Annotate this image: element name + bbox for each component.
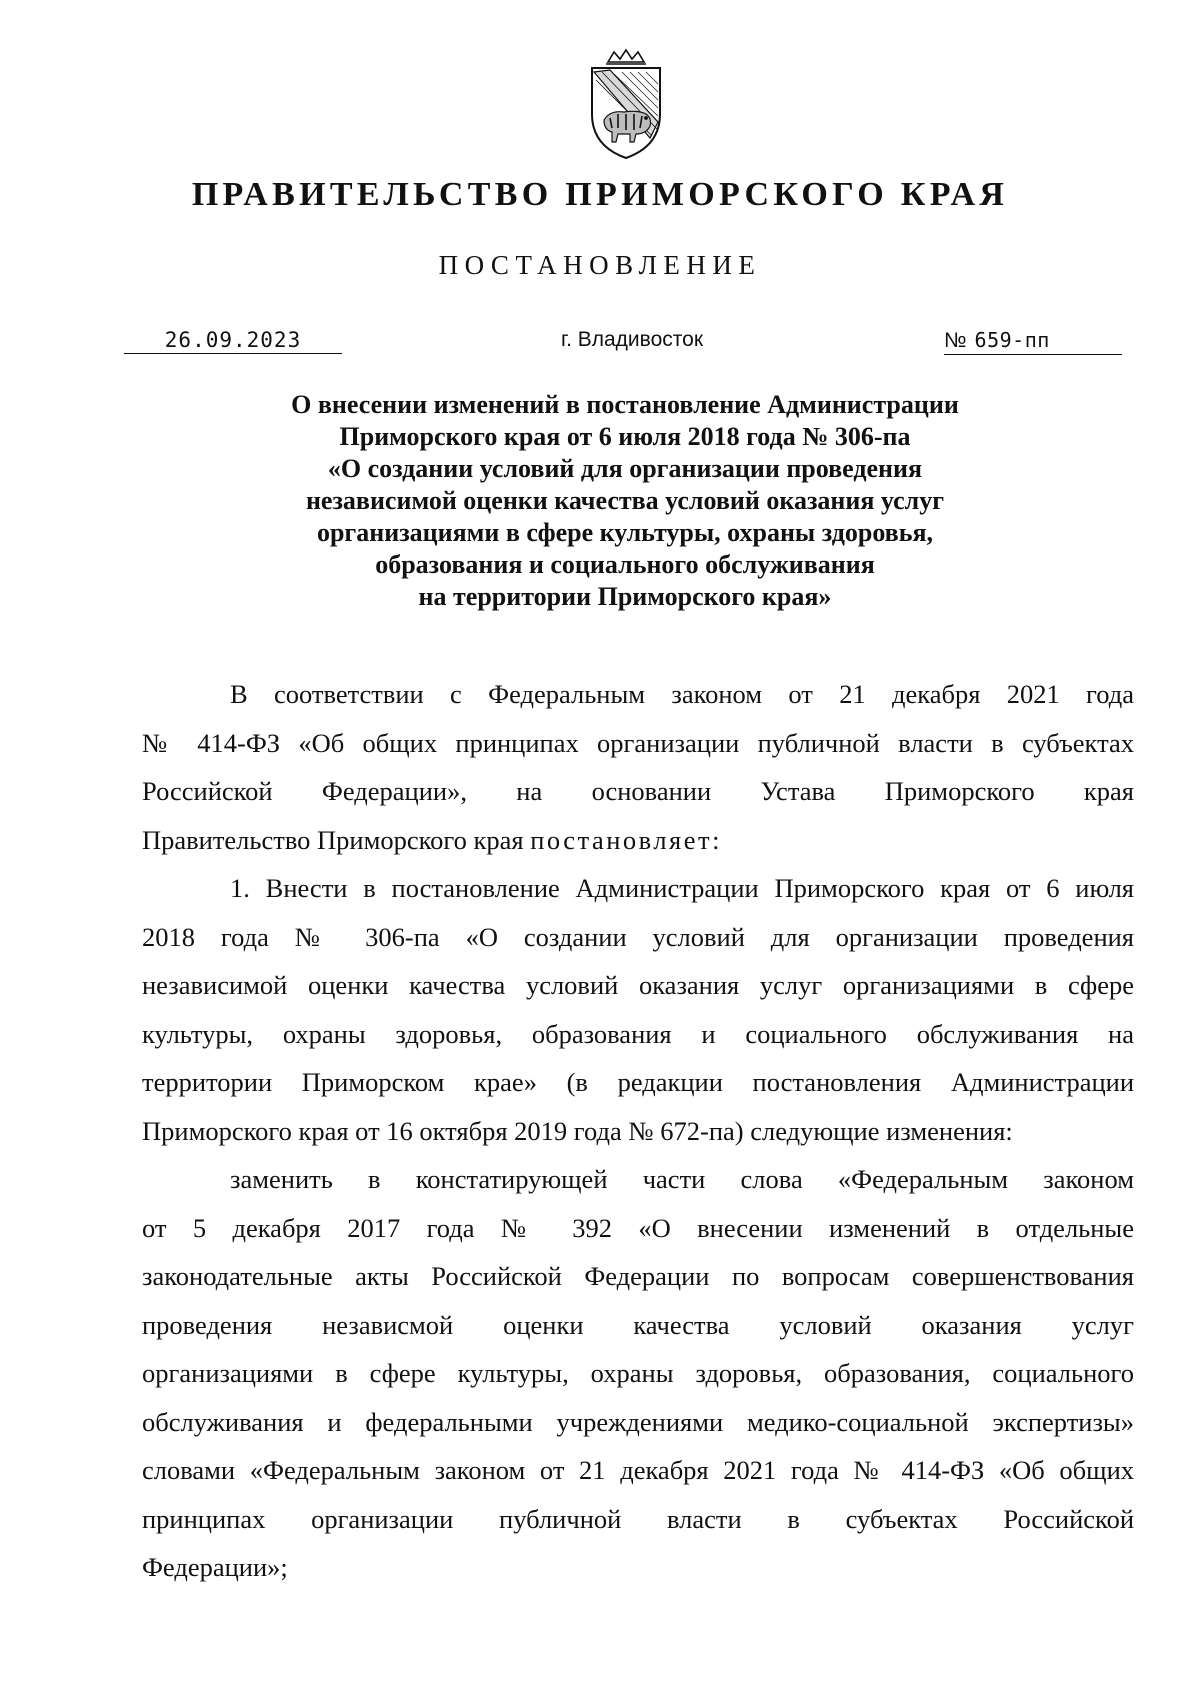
document-number	[944, 327, 1122, 355]
body-line-text: Правительство Приморского края	[142, 824, 531, 855]
number-sign: №	[944, 329, 967, 352]
body-line: независимой оценки качества условий оказания услуг организациями в сфере	[142, 970, 1134, 1000]
body-line: законодательные акты Российской Федерации по вопросам совершенствования	[142, 1261, 1134, 1291]
document-body	[142, 670, 1134, 1592]
body-line: 1. Внести в постановление Администрации Приморского края от 6 июля	[230, 873, 1134, 903]
subject-line: Приморского края от 6 июля 2018 года № 306-па	[339, 422, 911, 451]
document-city: г. Владивосток	[560, 328, 704, 351]
subject-line: на территории Приморского края»	[418, 582, 832, 611]
body-line: заменить в констатирующей части слова «Федеральным законом	[230, 1164, 1134, 1194]
body-line: Федерации»;	[142, 1552, 288, 1582]
body-line: организациями в сфере культуры, охраны здоровья, образования, социального	[142, 1358, 1134, 1388]
document-subject	[220, 389, 1030, 613]
subject-line: «О создании условий для организации проведения	[327, 454, 923, 483]
number-value: 659-пп	[974, 328, 1050, 352]
subject-line: О внесении изменений в постановление Администрации	[291, 390, 959, 419]
government-name: ПРАВИТЕЛЬСТВО ПРИМОРСКОГО КРАЯ	[191, 176, 1009, 213]
document-date: 26.09.2023	[124, 327, 342, 354]
body-line: от 5 декабря 2017 года № 392 «О внесении изменений в отдельные	[142, 1212, 1134, 1243]
body-line: проведения независмой оценки качества условий оказания услуг	[142, 1309, 1134, 1340]
coat-of-arms-icon	[580, 48, 672, 164]
body-line: № 414-ФЗ «Об общих принципах организации публичной власти в субъектах	[142, 727, 1134, 758]
body-line: принципах организации публичной власти в субъектах Российской	[142, 1503, 1134, 1534]
document-type: ПОСТАНОВЛЕНИЕ	[438, 250, 762, 280]
subject-line: образования и социального обслуживания	[375, 550, 875, 579]
body-line: В соответствии с Федеральным законом от 21 декабря 2021 года	[230, 679, 1134, 709]
body-line: Российской Федерации», на основании Устава Приморского края	[142, 776, 1134, 806]
body-line: Приморского края от 16 октября 2019 года № 672-па) следующие изменения:	[142, 1115, 1013, 1146]
body-line: обслуживания и федеральными учреждениями медико-социальной экспертизы»	[142, 1406, 1134, 1437]
body-line: 2018 года № 306-па «О создании условий для организации проведения	[142, 921, 1134, 952]
subject-line: независимой оценки качества условий оказания услуг	[305, 486, 945, 515]
body-line: культуры, охраны здоровья, образования и социального обслуживания на	[142, 1018, 1134, 1049]
body-line: территории Приморском крае» (в редакции постановления Администрации	[142, 1067, 1134, 1097]
subject-line: организациями в сфере культуры, охраны здоровья,	[316, 518, 934, 547]
resolves-word: постановляет:	[530, 824, 722, 855]
body-line	[142, 816, 1134, 865]
body-line: словами «Федеральным законом от 21 декабря 2021 года № 414-ФЗ «Об общих	[142, 1455, 1134, 1485]
